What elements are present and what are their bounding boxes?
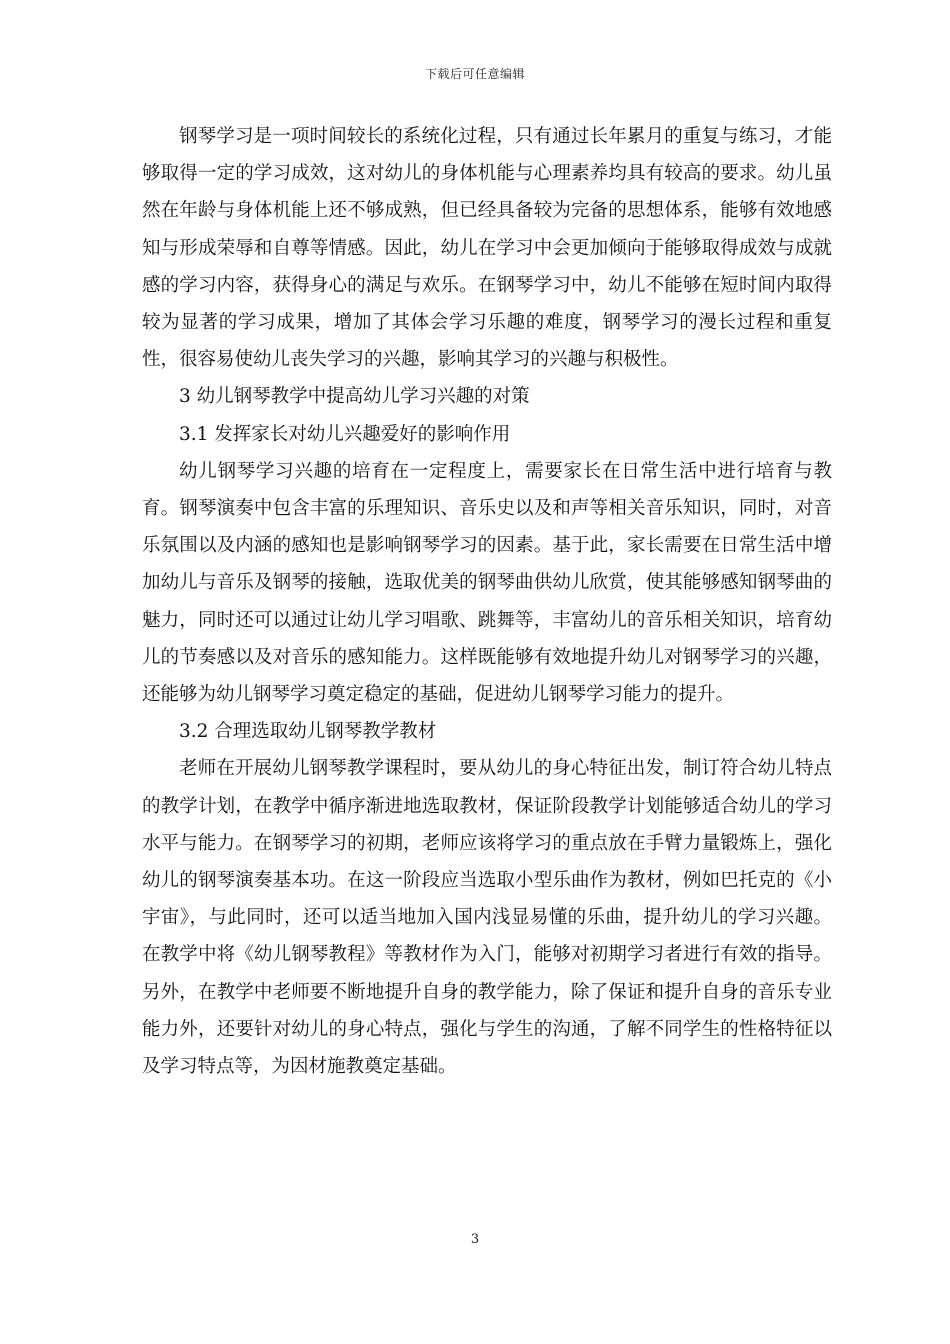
subsection-heading-3-2: 3.2 合理选取幼儿钢琴教学教材 bbox=[179, 721, 437, 743]
section-heading-3: 3 幼儿钢琴教学中提高幼儿学习兴趣的对策 bbox=[179, 386, 530, 408]
paragraph-challenges: 钢琴学习是一项时间较长的系统化过程，只有通过长年累月的重复与练习，才能够取得一定的学习成效，这对幼儿的身体机能与心理素养均具有较高的要求。幼儿虽然在年龄与身体机能上还不够成熟，但已经具备较为完备的思想体系，能够有效地感知与形成荣辱和自尊等情感。因此，幼儿在学习中会更加倾向于能够取得成效与成就感的学习内容，获得身心的满足与欢乐。在钢琴学习中，幼儿不能够在短时间内取得较为显著的学习成果，增加了其体会学习乐趣的难度，钢琴学习的漫长过程和重复性，很容易使幼儿丧失学习的兴趣，影响其学习的兴趣与积极性。 bbox=[142, 126, 832, 371]
subsection-heading-3-1: 3.1 发挥家长对幼儿兴趣爱好的影响作用 bbox=[179, 423, 511, 445]
paragraph-teaching-materials: 老师在开展幼儿钢琴教学课程时，要从幼儿的身心特征出发，制订符合幼儿特点的教学计划，在教学中循序渐进地选取教材，保证阶段教学计划能够适合幼儿的学习水平与能力。在钢琴学习的初期，老师应该将学习的重点放在手臂力量锻炼上，强化幼儿的钢琴演奏基本功。在这一阶段应当选取小型乐曲作为教材，例如巴托克的《小宇宙》，与此同时，还可以适当地加入国内浅显易懂的乐曲，提升幼儿的学习兴趣。在教学中将《幼儿钢琴教程》等教材作为入门，能够对初期学习者进行有效的指导。另外，在教学中老师要不断地提升自身的教学能力，除了保证和提升自身的音乐专业能力外，还要针对幼儿的身心特点，强化与学生的沟通，了解不同学生的性格特征以及学习特点等，为因材施教奠定基础。 bbox=[142, 758, 832, 1078]
page-header: 下载后可任意编辑 bbox=[424, 67, 525, 81]
paragraph-parents-role: 幼儿钢琴学习兴趣的培育在一定程度上，需要家长在日常生活中进行培育与教育。钢琴演奏中包含丰富的乐理知识、音乐史以及和声等相关音乐知识，同时，对音乐氛围以及内涵的感知也是影响钢琴学习的因素。基于此，家长需要在日常生活中增加幼儿与音乐及钢琴的接触，选取优美的钢琴曲供幼儿欣赏，使其能够感知钢琴曲的魅力，同时还可以通过让幼儿学习唱歌、跳舞等，丰富幼儿的音乐相关知识，培育幼儿的节奏感以及对音乐的感知能力。这样既能够有效地提升幼儿对钢琴学习的兴趣，还能够为幼儿钢琴学习奠定稳定的基础，促进幼儿钢琴学习能力的提升。 bbox=[142, 460, 832, 706]
page-number: 3 bbox=[470, 1232, 480, 1247]
document-body bbox=[142, 118, 832, 1085]
